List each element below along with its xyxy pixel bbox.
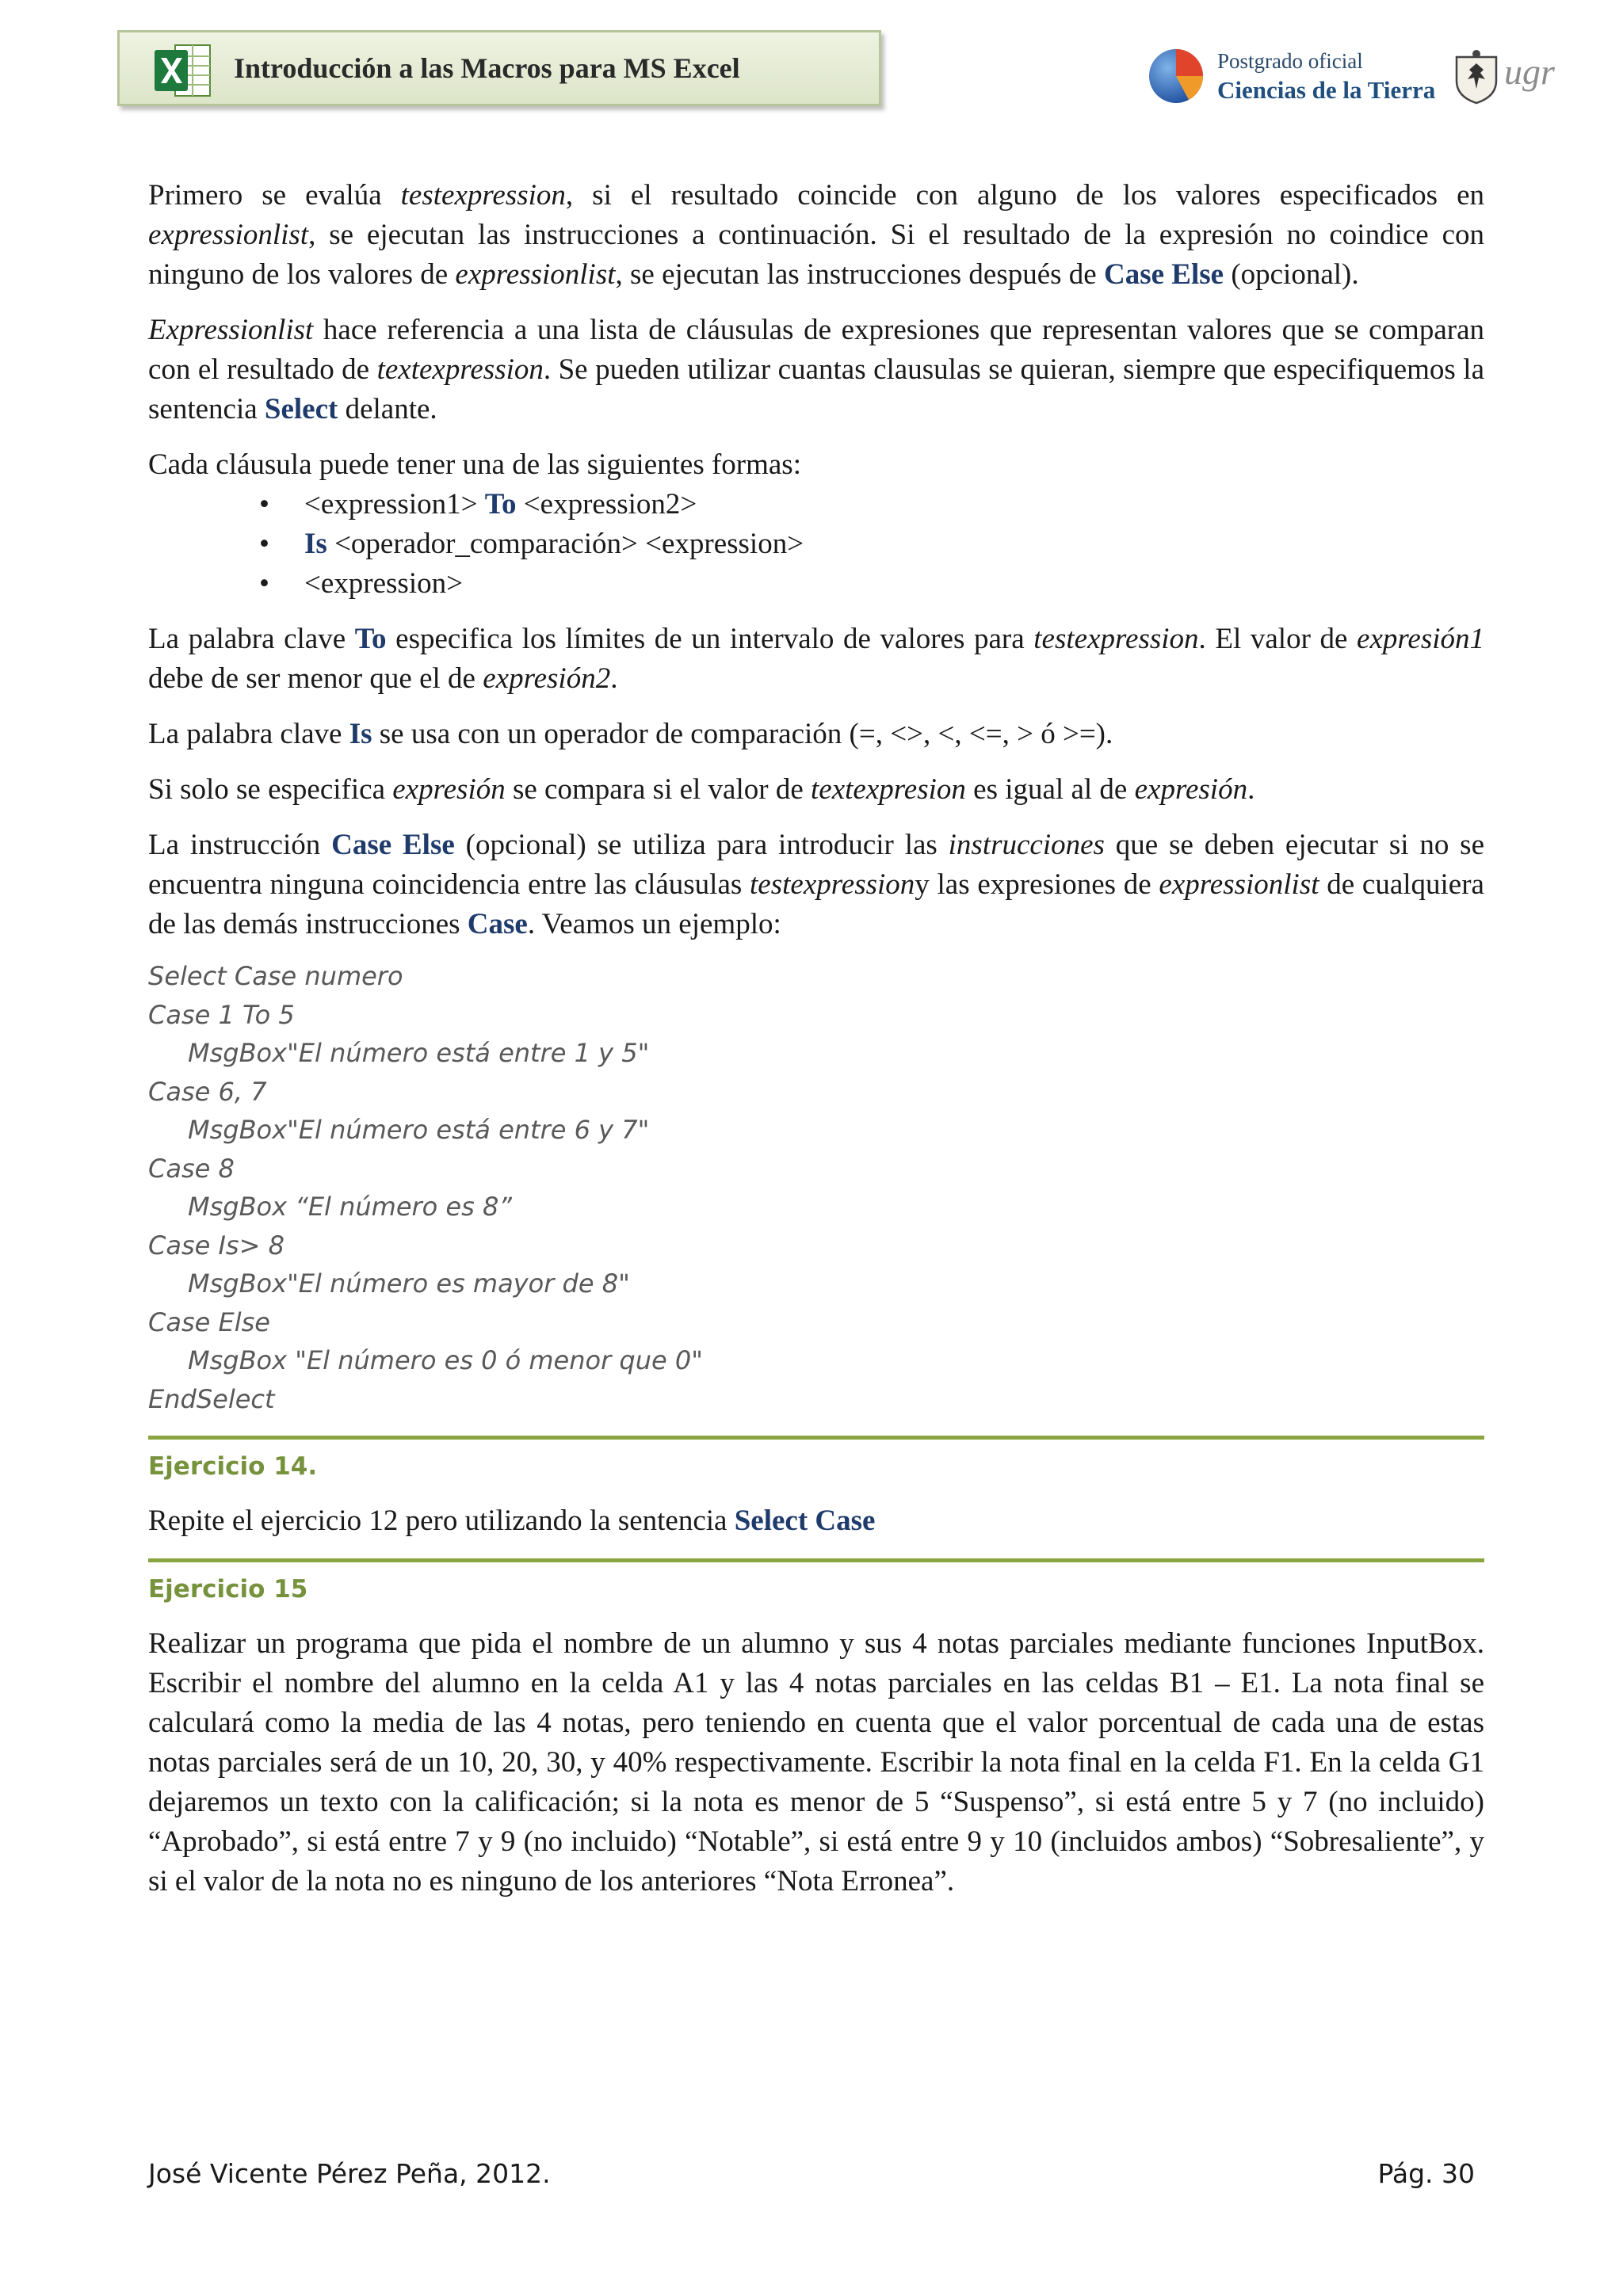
text: , si el resultado coincide con alguno de los valores especificados en [565, 179, 1484, 212]
paragraph-7 [148, 826, 1484, 944]
text: <expression> [304, 567, 463, 600]
text: (opcional). [1224, 258, 1359, 291]
text-italic: expresión [1134, 773, 1248, 806]
header-banner [117, 30, 881, 106]
text: es igual al de [965, 773, 1135, 806]
text-italic: expresión [392, 773, 506, 806]
code-line: MsgBox"El número está entre 1 y 5" [188, 1038, 650, 1068]
text: . [610, 662, 618, 695]
text: <expression2> [516, 488, 697, 521]
keyword: Select [264, 393, 338, 425]
text: se usa con un operador de comparación (=, <>, <, <=, > ó >=). [372, 718, 1113, 750]
text: Si solo se especifica [148, 773, 393, 806]
footer-author: José Vicente Pérez Peña, 2012. [148, 2158, 551, 2189]
logo-ciencias-text: Ciencias de la Tierra [1217, 76, 1436, 104]
list-item [148, 564, 1484, 604]
text: . El valor de [1198, 623, 1358, 655]
keyword: Select Case [734, 1505, 876, 1537]
paragraph-1 [148, 176, 1484, 295]
text-italic: testexpression [1033, 623, 1199, 655]
text-italic: expressionlist [1159, 868, 1319, 901]
text: debe de ser menor que el de [148, 662, 483, 695]
keyword: Case [467, 908, 528, 940]
section-divider [148, 1558, 1484, 1562]
text: y las expresiones de [915, 868, 1159, 901]
text-italic: testexpression [400, 179, 566, 212]
text: especifica los límites de un intervalo de valores para [386, 623, 1034, 655]
paragraph-6 [148, 770, 1484, 810]
code-line: Case Is> 8 [148, 1230, 285, 1261]
text: Primero se evalúa [148, 179, 401, 212]
text: hace referencia a una lista de cláusulas de expresiones que representan valores que se comparan con el resultado de [148, 314, 1484, 386]
code-line: Case 1 To 5 [148, 999, 295, 1030]
text: . [1247, 773, 1255, 806]
text: . Veamos un ejemplo: [527, 908, 781, 940]
text: que se deben ejecutar si no se encuentra ninguna coincidencia entre las cláusulas [148, 829, 1484, 901]
code-line: MsgBox"El número es mayor de 8" [188, 1268, 630, 1299]
text-italic: expressionlist [148, 219, 309, 251]
text: La instrucción [148, 829, 332, 861]
text: La palabra clave [148, 718, 349, 750]
code-line: Select Case numero [148, 961, 403, 991]
keyword: To [354, 623, 387, 655]
text: de cualquiera de las demás instrucciones [148, 868, 1484, 940]
text: . Se pueden utilizar cuantas clausulas se quieran, siempre que especifiquemos la sentencia [148, 353, 1484, 425]
footer-page-number: Pág. 30 [1377, 2158, 1475, 2189]
text: <operador_comparación> <expression> [327, 528, 804, 560]
paragraph-2 [148, 311, 1484, 429]
university-crest-icon [1450, 49, 1503, 105]
text: (opcional) se utiliza para introducir las [454, 829, 949, 861]
list-item [148, 485, 1484, 524]
text-italic: expresión2 [483, 662, 611, 695]
text-italic: expressionlist [455, 258, 616, 291]
list-item [148, 524, 1484, 564]
paragraph-4 [148, 620, 1484, 699]
text: <expression1> [304, 488, 485, 521]
exercise-15-text: Realizar un programa que pida el nombre de un alumno y sus 4 notas parciales mediante funciones InputBox. Escribir el nombre del alumno en la celda A1 y las 4 notas parciales en las celdas B1 – E1. La nota final se calculará como la media de las 4 notas, pero teniendo en cuenta que el valor porcentual de cada una de estas notas parciales será de un 10, 20, 30, y 40% respectivamente. Escribir la nota final en la celda F1. En la celda G1 dejaremos un texto con la calificación; si la nota es menor de 5 “Suspenso”, si está entre 5 y 7 (no incluido) “Aprobado”, si está entre 7 y 9 (no incluido) “Notable”, si está entre 9 y 10 (incluidos ambos) “Sobresaliente”, y si el valor de la nota no es ninguno de los anteriores “Nota Erronea”. [148, 1627, 1484, 1897]
excel-icon [151, 39, 215, 102]
page-content [148, 176, 1484, 1901]
code-line: Case 6, 7 [148, 1076, 267, 1107]
text: Repite el ejercicio 12 pero utilizando la sentencia [148, 1505, 735, 1537]
keyword: Case Else [331, 829, 455, 861]
postgrado-logo-icon [1148, 48, 1205, 105]
clause-list [148, 485, 1484, 604]
text: se compara si el valor de [505, 773, 812, 806]
text-italic: textexpression [376, 353, 544, 386]
code-line: Case 8 [148, 1153, 235, 1184]
paragraph-5 [148, 715, 1484, 754]
exercise-15-heading: Ejercicio 15 [148, 1575, 308, 1604]
text: delante. [338, 393, 437, 425]
text: , se ejecutan las instrucciones después de [615, 258, 1104, 291]
exercise-14-heading: Ejercicio 14. [148, 1452, 318, 1481]
exercise-14-text [148, 1501, 1484, 1541]
code-line: MsgBox"El número está entre 6 y 7" [188, 1115, 650, 1145]
text-italic: Expressionlist [148, 314, 314, 346]
text: , se ejecutan las instrucciones a continuación. Si el resultado de la expresión no coindice con ninguno de los valores de [148, 219, 1484, 291]
keyword: To [484, 488, 517, 521]
text-italic: textexpresion [811, 773, 966, 806]
keyword: Is [349, 718, 372, 750]
bullet-icon: • [259, 528, 269, 560]
code-line: MsgBox "El número es 0 ó menor que 0" [188, 1345, 703, 1375]
bullet-icon: • [259, 567, 269, 600]
text-italic: instrucciones [948, 829, 1105, 861]
code-line: Case Else [148, 1306, 270, 1337]
code-line: MsgBox “El número es 8” [188, 1192, 512, 1222]
paragraph-3: Cada cláusula puede tener una de las siguientes formas: [148, 448, 801, 481]
text: La palabra clave [148, 623, 355, 655]
code-example [148, 957, 1484, 1418]
header-title: Introducción a las Macros para MS Excel [234, 52, 740, 84]
text-italic: expresión1 [1357, 623, 1485, 655]
text-italic: testexpression [750, 868, 915, 901]
ugr-logo-text: ugr [1504, 51, 1555, 92]
section-divider [148, 1436, 1484, 1440]
logo-postgrado-text: Postgrado oficial [1217, 49, 1363, 73]
code-line: EndSelect [148, 1383, 275, 1414]
keyword: Is [304, 528, 327, 560]
keyword: Case Else [1103, 258, 1224, 291]
bullet-icon: • [259, 488, 269, 521]
